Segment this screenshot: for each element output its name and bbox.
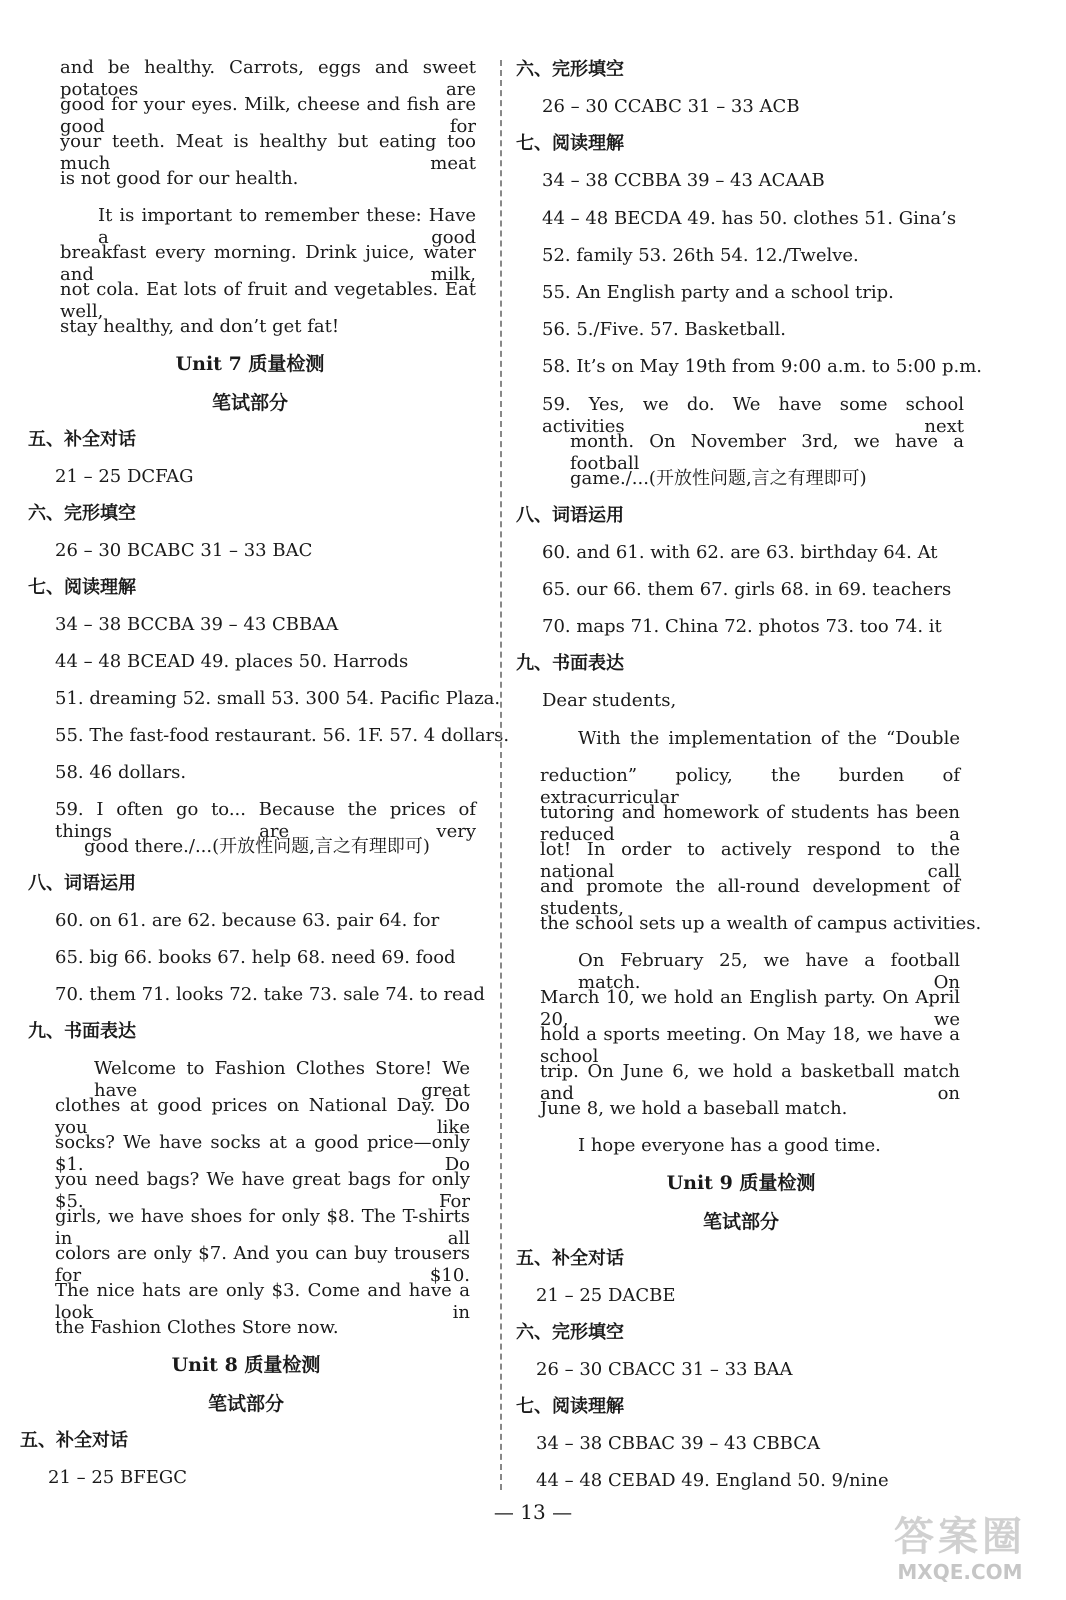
unit-title: 笔试部分	[207, 1393, 284, 1415]
section-heading: 七、阅读理解	[28, 577, 136, 598]
section-heading: 七、阅读理解	[516, 1396, 624, 1417]
watermark-url: MXQE.COM	[897, 1560, 1023, 1584]
text-line: girls, we have shoes for only $8. The T-shirts in all	[55, 1206, 470, 1249]
unit-title: Unit 7 质量检测	[175, 353, 325, 375]
text-line: It is important to remember these: Have a good	[98, 205, 476, 248]
text-line: 65. our 66. them 67. girls 68. in 69. teachers	[542, 579, 952, 600]
text-line: breakfast every morning. Drink juice, water and milk,	[60, 242, 476, 285]
section-heading: 六、完形填空	[28, 503, 136, 524]
text-line: tutoring and homework of students has been reduced a	[540, 802, 960, 845]
text-line: game./...(开放性问题,言之有理即可)	[570, 468, 867, 489]
text-line: lot! In order to actively respond to the national call	[540, 839, 960, 882]
section-heading: 六、完形填空	[516, 1322, 624, 1343]
text-line: colors are only $7. And you can buy trousers for $10.	[55, 1243, 470, 1286]
text-line: 55. The fast-food restaurant. 56. 1F. 57. 4 dollars.	[55, 725, 510, 746]
text-line: 70. them 71. looks 72. take 73. sale 74. to read	[55, 984, 485, 1005]
text-line: 34 – 38 BCCBA 39 – 43 CBBAA	[55, 614, 339, 635]
text-line: Welcome to Fashion Clothes Store! We have great	[94, 1058, 470, 1101]
text-line: 70. maps 71. China 72. photos 73. too 74. it	[542, 616, 942, 637]
section-heading: 九、书面表达	[28, 1021, 136, 1042]
text-line: and be healthy. Carrots, eggs and sweet potatoes are	[60, 57, 476, 100]
text-line: 34 – 38 CCBBA 39 – 43 ACAAB	[542, 170, 825, 191]
text-line: 21 – 25 BFEGC	[48, 1467, 187, 1488]
unit-title: Unit 8 质量检测	[171, 1354, 321, 1376]
text-line: With the implementation of the “Double	[578, 728, 960, 749]
page-number: — 13 —	[493, 1500, 573, 1524]
unit-title: 笔试部分	[211, 392, 288, 414]
text-line: 58. It’s on May 19th from 9:00 a.m. to 5:00 p.m.	[542, 356, 982, 377]
unit-title: Unit 9 质量检测	[666, 1172, 816, 1194]
text-line: 65. big 66. books 67. help 68. need 69. food	[55, 947, 456, 968]
text-line: 34 – 38 CBBAC 39 – 43 CBBCA	[536, 1433, 821, 1454]
text-line: good for your eyes. Milk, cheese and fish are good for	[60, 94, 476, 137]
text-line: 26 – 30 BCABC 31 – 33 BAC	[55, 540, 313, 561]
text-line: trip. On June 6, we hold a basketball match and on	[540, 1061, 960, 1104]
text-line: stay healthy, and don’t get fat!	[60, 316, 340, 337]
section-heading: 八、词语运用	[516, 505, 624, 526]
text-line: 26 – 30 CBACC 31 – 33 BAA	[536, 1359, 793, 1380]
section-heading: 五、补全对话	[20, 1430, 128, 1451]
text-line: reduction” policy, the burden of extracurricular	[540, 765, 960, 808]
text-line: 59. Yes, we do. We have some school activities next	[542, 394, 964, 437]
watermark-cn: 答案圈	[894, 1514, 1026, 1560]
text-line: clothes at good prices on National Day. Do you like	[55, 1095, 470, 1138]
text-line: 52. family 53. 26th 54. 12./Twelve.	[542, 245, 859, 266]
text-line: 60. on 61. are 62. because 63. pair 64. for	[55, 910, 440, 931]
text-line: the school sets up a wealth of campus activities.	[540, 913, 982, 934]
text-line: 21 – 25 DCFAG	[55, 466, 194, 487]
text-line: I hope everyone has a good time.	[578, 1135, 881, 1156]
section-heading: 五、补全对话	[516, 1248, 624, 1269]
text-line: June 8, we hold a baseball match.	[540, 1098, 848, 1119]
text-line: 44 – 48 BECDA 49. has 50. clothes 51. Gina’s	[542, 208, 957, 229]
text-line: 44 – 48 BCEAD 49. places 50. Harrods	[55, 651, 409, 672]
text-line: 51. dreaming 52. small 53. 300 54. Pacific Plaza.	[55, 688, 501, 709]
section-heading: 八、词语运用	[28, 873, 136, 894]
section-heading: 九、书面表达	[516, 653, 624, 674]
text-line: you need bags? We have great bags for only $5. For	[55, 1169, 470, 1212]
text-line: 44 – 48 CEBAD 49. England 50. 9/nine	[536, 1470, 889, 1491]
text-line: 55. An English party and a school trip.	[542, 282, 894, 303]
text-line: good there./...(开放性问题,言之有理即可)	[84, 836, 430, 857]
text-line: The nice hats are only $3. Come and have a look in	[55, 1280, 470, 1323]
watermark-logo	[870, 1505, 1050, 1595]
text-line: and promote the all-round development of students,	[540, 876, 960, 919]
text-line: Dear students,	[542, 690, 677, 711]
text-line: hold a sports meeting. On May 18, we have a school	[540, 1024, 960, 1067]
text-line: is not good for our health.	[60, 168, 299, 189]
text-line: month. On November 3rd, we have a football	[570, 431, 964, 474]
text-line: 58. 46 dollars.	[55, 762, 187, 783]
text-line: 26 – 30 CCABC 31 – 33 ACB	[542, 96, 800, 117]
text-line: On February 25, we have a football match. On	[578, 950, 960, 993]
text-line: socks? We have socks at a good price—only $1. Do	[55, 1132, 470, 1175]
column-divider	[500, 60, 502, 1490]
text-line: 60. and 61. with 62. are 63. birthday 64. At	[542, 542, 938, 563]
text-line: not cola. Eat lots of fruit and vegetables. Eat well,	[60, 279, 476, 322]
text-line: 59. I often go to... Because the prices of things are very	[55, 799, 476, 842]
section-heading: 六、完形填空	[516, 59, 624, 80]
section-heading: 五、补全对话	[28, 429, 136, 450]
text-line: 21 – 25 DACBE	[536, 1285, 676, 1306]
text-line: your teeth. Meat is healthy but eating too much meat	[60, 131, 476, 174]
text-line: the Fashion Clothes Store now.	[55, 1317, 339, 1338]
section-heading: 七、阅读理解	[516, 133, 624, 154]
text-line: March 10, we hold an English party. On April 20, we	[540, 987, 960, 1030]
text-line: 56. 5./Five. 57. Basketball.	[542, 319, 786, 340]
unit-title: 笔试部分	[702, 1211, 779, 1233]
